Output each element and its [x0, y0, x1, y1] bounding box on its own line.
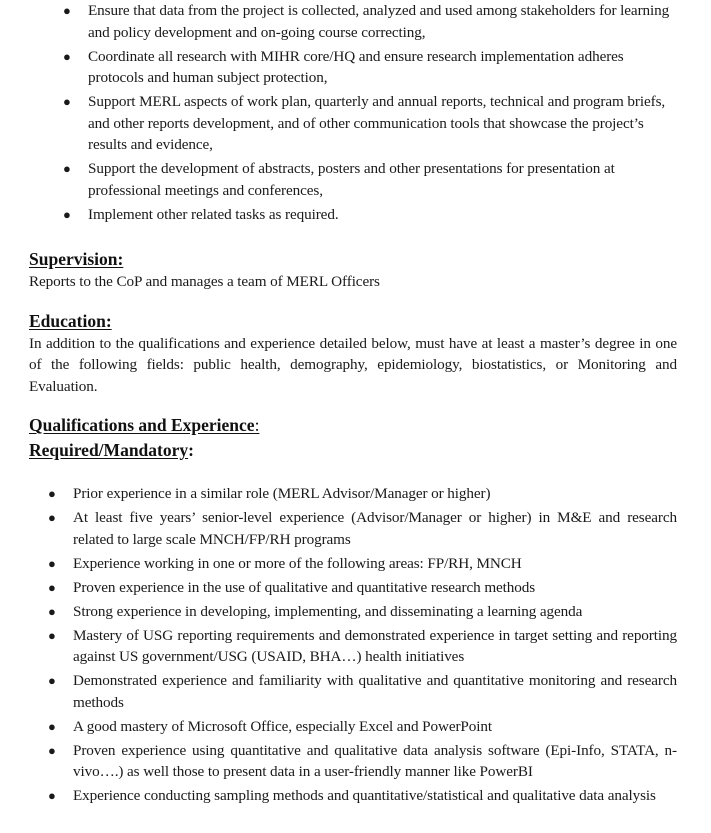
- qualifications-heading: Qualifications and Experience:: [29, 415, 260, 435]
- bullet-icon: ●: [48, 510, 56, 525]
- bullet-icon: ●: [48, 673, 56, 688]
- list-item: ● Implement other related tasks as required.: [0, 204, 711, 226]
- bullet-icon: ●: [63, 48, 71, 64]
- bullet-icon: ●: [63, 94, 71, 109]
- bullet-icon: ●: [48, 603, 56, 619]
- list-item: ● Demonstrated experience and familiarity with qualitative and quantitative monitoring and research methods: [48, 672, 677, 711]
- education-heading: Education:: [29, 310, 112, 331]
- bullet-icon: ●: [48, 486, 56, 501]
- list-item: ● Support MERL aspects of work plan, quarterly and annual reports, technical and program briefs, and other reports development, and of other communication tools that showcase the project’s results and evidence,: [63, 93, 666, 153]
- requirements-list: [0, 483, 711, 807]
- list-item: ● A good mastery of Microsoft Office, especially Excel and PowerPoint: [0, 716, 711, 738]
- required-subheading: Required/Mandatory:: [29, 440, 194, 460]
- bullet-icon: ●: [48, 579, 56, 595]
- list-item: ● Mastery of USG reporting requirements and demonstrated experience in target setting and reporting against US government/USG (USAID, BHA…) health initiatives: [48, 626, 677, 665]
- bullet-icon: ●: [63, 3, 71, 18]
- list-item: ● Experience working in one or more of the following areas: FP/RH, MNCH: [0, 553, 711, 575]
- list-item: ● Experience conducting sampling methods and quantitative/statistical and qualitative data analysis: [0, 785, 711, 807]
- list-item: ● Ensure that data from the project is collected, analyzed and used among stakeholders for learning and policy development and on-going course correcting,: [63, 2, 670, 41]
- responsibilities-list: [0, 0, 711, 225]
- bullet-icon: ●: [48, 742, 56, 758]
- education-text: In addition to the qualifications and experience detailed below, must have at least a master’s degree in one of the following fields: public health, demography, epidemiology, biostatistics, or Monitoring and Evaluation.: [29, 334, 677, 395]
- supervision-text: Reports to the CoP and manages a team of MERL Officers: [29, 273, 380, 290]
- list-item: ● Support the development of abstracts, posters and other presentations for presentation at professional meetings and conferences,: [63, 160, 615, 199]
- list-item: ● Strong experience in developing, implementing, and disseminating a learning agenda: [0, 601, 711, 623]
- bullet-icon: ●: [48, 788, 56, 803]
- list-item: ● At least five years’ senior-level experience (Advisor/Manager or higher) in M&E and research related to large scale MNCH/FP/RH programs: [48, 509, 677, 548]
- bullet-icon: ●: [63, 161, 71, 176]
- supervision-heading: Supervision:: [29, 249, 124, 269]
- bullet-icon: ●: [48, 718, 56, 734]
- list-item: ● Proven experience in the use of qualitative and quantitative research methods: [0, 577, 711, 599]
- list-item: ● Coordinate all research with MIHR core/HQ and ensure research implementation adheres protocols and human subject protection,: [63, 47, 624, 86]
- bullet-icon: ●: [48, 627, 56, 643]
- list-item: ● Proven experience using quantitative and qualitative data analysis software (Epi-Info, STATA, n-vivo….) as well those to present data in a user-friendly manner like PowerBI: [48, 741, 677, 780]
- bullet-icon: ●: [48, 555, 56, 571]
- bullet-icon: ●: [63, 206, 71, 222]
- list-item: ● Prior experience in a similar role (MERL Advisor/Manager or higher): [0, 483, 711, 505]
